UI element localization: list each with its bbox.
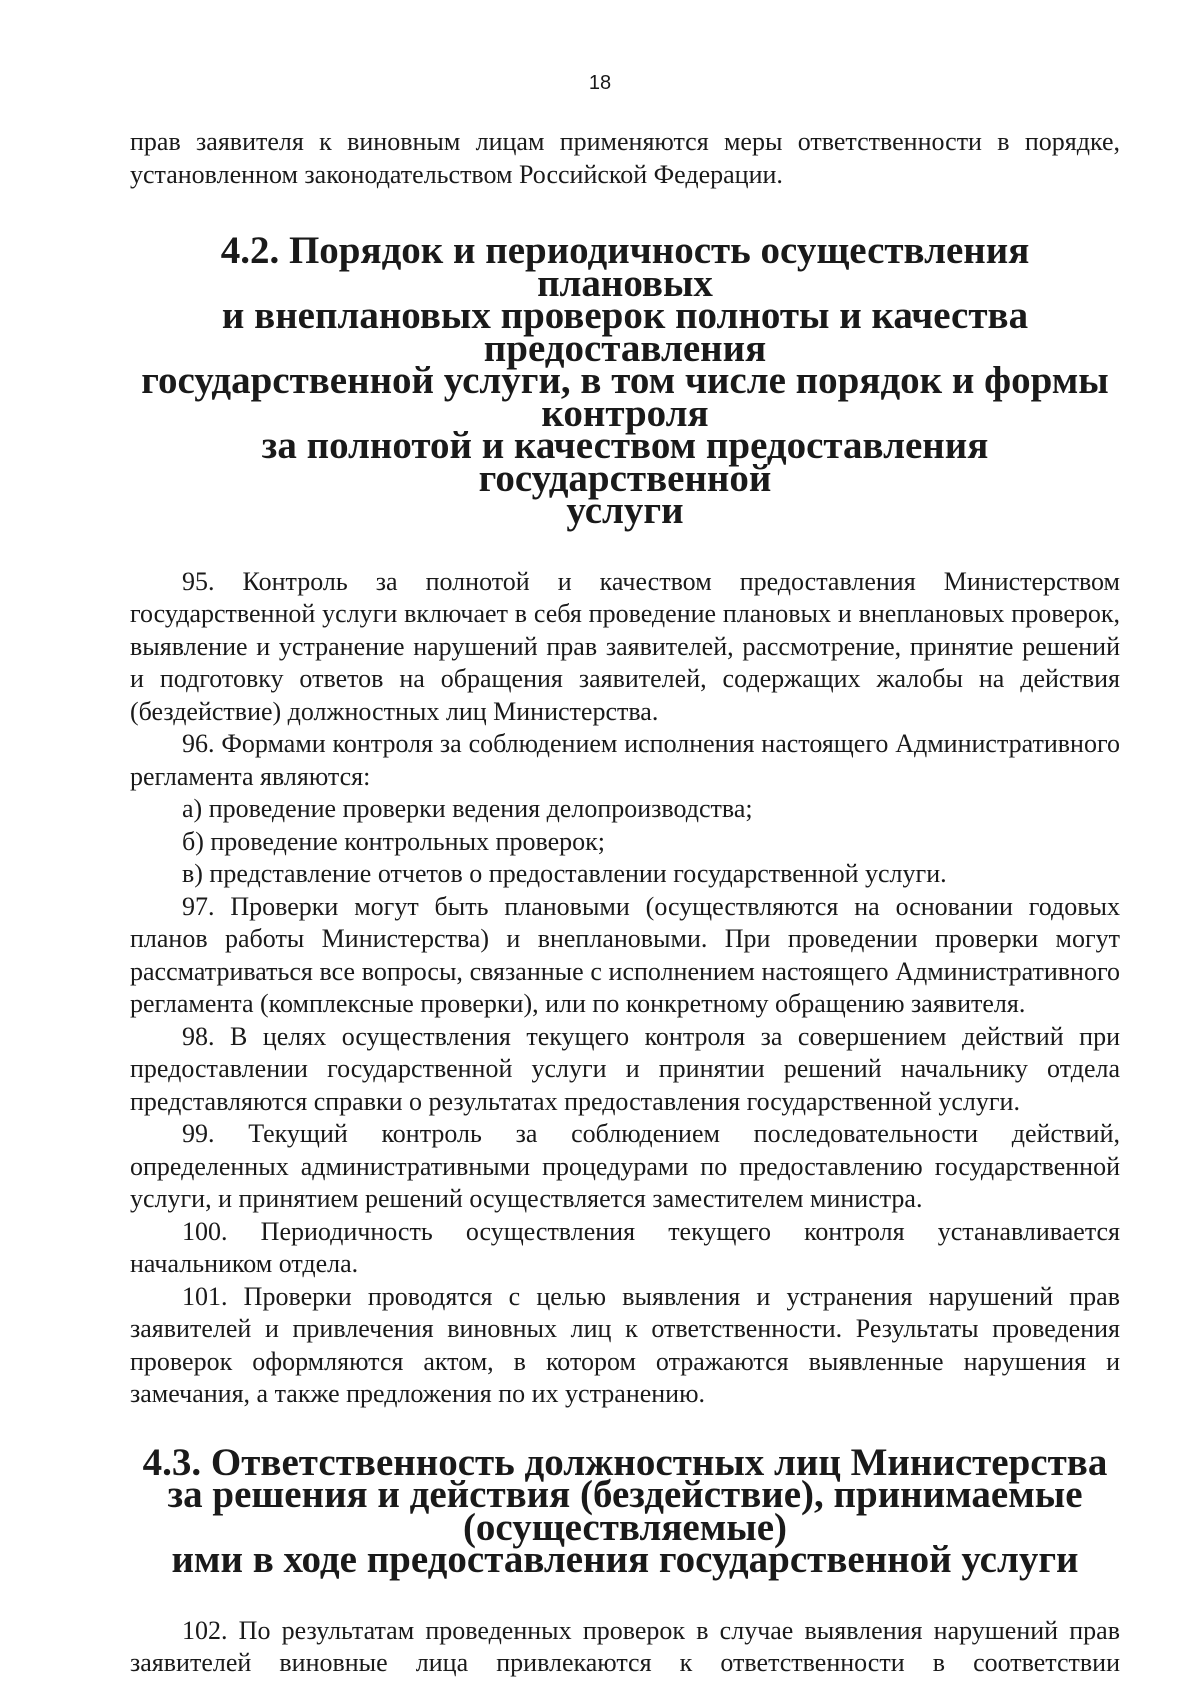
section-4-2-heading-line: 4.2. Порядок и периодичность осуществления плановых	[220, 229, 1030, 305]
page-number: 18	[588, 72, 612, 94]
paragraph-97: 97. Проверки могут быть плановыми (осуществляются на основании годовых планов работы Министерства) и внеплановыми. При проведении проверки могут рассматриваться все вопросы, связанные с исполнением настоящего Административного регламента (комплексные проверки), или по конкретному обращению заявителя.	[130, 891, 1120, 1018]
section-4-3-heading-line: за решения и действия (бездействие), принимаемые (осуществляемые)	[167, 1473, 1083, 1549]
paragraph-96: 96. Формами контроля за соблюдением исполнения настоящего Административного регламента являются:	[130, 729, 1120, 791]
list-item-b: б) проведение контрольных проверок;	[182, 826, 605, 856]
section-4-2-heading-line: за полнотой и качеством предоставления государственной	[261, 424, 989, 500]
paragraph-100: 100. Периодичность осуществления текущего контроля устанавливается начальником отдела.	[130, 1216, 1120, 1278]
document-body	[130, 126, 1120, 1680]
list-item-a: а) проведение проверки ведения делопроизводства;	[182, 794, 753, 823]
paragraph-99: 99. Текущий контроль за соблюдением последовательности действий, определенных административными процедурами по предоставлению государственной услуги, и принятием решений осуществляется заместителем министра.	[130, 1119, 1120, 1213]
paragraph-95: 95. Контроль за полнотой и качеством предоставления Министерством государственной услуги включает в себя проведение плановых и внеплановых проверок, выявление и устранение нарушений прав заявителей, рассмотрение, принятие решений и подготовку ответов на обращения заявителей, содержащих жалобы на действия (бездействие) должностных лиц Министерства.	[130, 566, 1120, 726]
section-4-2-heading	[130, 229, 1120, 532]
section-4-2-heading-line: и внеплановых проверок полноты и качества предоставления	[221, 294, 1029, 370]
intro-paragraph: прав заявителя к виновным лицам применяются меры ответственности в порядке, установленном законодательством Российской Федерации.	[130, 127, 1120, 189]
section-4-3-heading-line: ими в ходе предоставления государственной услуги	[171, 1538, 1079, 1581]
paragraph-102: 102. По результатам проведенных проверок в случае выявления нарушений прав заявителей виновные лица привлекаются к ответственности в соответствии	[130, 1615, 1120, 1677]
paragraph-98: 98. В целях осуществления текущего контроля за совершением действий при предоставлении государственной услуги и принятии решений начальнику отдела представляются справки о результатах предоставления государственной услуги.	[130, 1021, 1120, 1116]
section-4-2-heading-line: государственной услуги, в том числе порядок и формы контроля	[141, 359, 1109, 435]
section-4-3-heading-line: 4.3. Ответственность должностных лиц Министерства	[142, 1440, 1108, 1484]
list-item-v: в) представление отчетов о предоставлении государственной услуги.	[182, 859, 947, 888]
paragraph-101: 101. Проверки проводятся с целью выявления и устранения нарушений прав заявителей и привлечения виновных лиц к ответственности. Результаты проведения проверок оформляются актом, в котором отражаются выявленные нарушения и замечания, а также предложения по их устранению.	[130, 1281, 1120, 1408]
section-4-2-heading-line: услуги	[566, 489, 684, 532]
section-4-3-heading	[130, 1440, 1120, 1581]
